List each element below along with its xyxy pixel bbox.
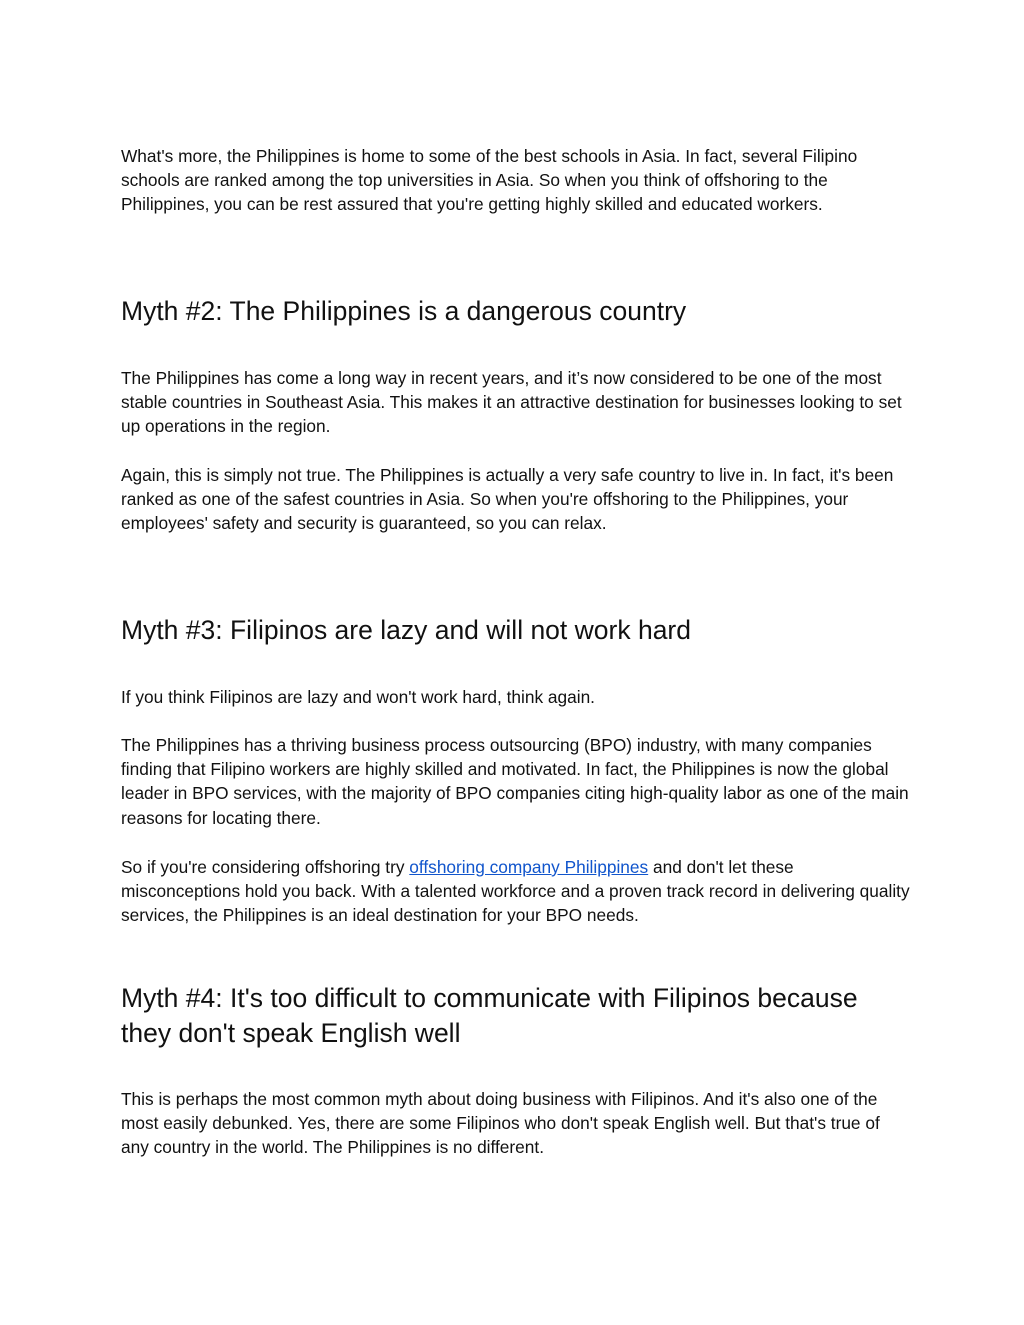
paragraph-safe-country: Again, this is simply not true. The Philippines is actually a very safe country to live in. In fact, it's been ranked as one of the safest countries in Asia. So when you're offshoring to the Philippines, your employees' safety and security is guaranteed, so you can relax. (121, 465, 894, 534)
paragraph-think-again: If you think Filipinos are lazy and won't work hard, think again. (121, 687, 595, 707)
offshoring-company-link[interactable]: offshoring company Philippines (409, 857, 649, 877)
cta-text-before: So if you're considering offshoring try (121, 857, 410, 877)
heading-myth-3: Myth #3: Filipinos are lazy and will not work hard (121, 615, 691, 645)
paragraph-english-myth: This is perhaps the most common myth about doing business with Filipinos. And it's also one of the most easily debunked. Yes, there are some Filipinos who don't speak English well. But that's true of any country in the world. The Philippines is no different. (121, 1089, 880, 1158)
paragraph-offshoring-cta (121, 855, 911, 928)
paragraph-stable-country: The Philippines has come a long way in recent years, and it’s now considered to be one of the most stable countries in Southeast Asia. This makes it an attractive destination for businesses looking to set up operations in the region. (121, 368, 902, 437)
cta-text-after: and don't let these misconceptions hold you back. With a talented workforce and a proven track record in delivering quality services, the Philippines is an ideal destination for your BPO needs. (121, 857, 910, 926)
paragraph-schools: What's more, the Philippines is home to some of the best schools in Asia. In fact, several Filipino schools are ranked among the top universities in Asia. So when you think of offshoring to the Philippines, you can be rest assured that you're getting highly skilled and educated workers. (121, 146, 858, 215)
heading-myth-2: Myth #2: The Philippines is a dangerous country (121, 296, 687, 326)
heading-myth-4: Myth #4: It's too difficult to communicate with Filipinos because they don't speak English well (121, 983, 858, 1048)
paragraph-bpo-industry: The Philippines has a thriving business process outsourcing (BPO) industry, with many companies finding that Filipino workers are highly skilled and motivated. In fact, the Philippines is now the global leader in BPO services, with the majority of BPO companies citing high-quality labor as one of the main reasons for locating there. (121, 735, 909, 828)
